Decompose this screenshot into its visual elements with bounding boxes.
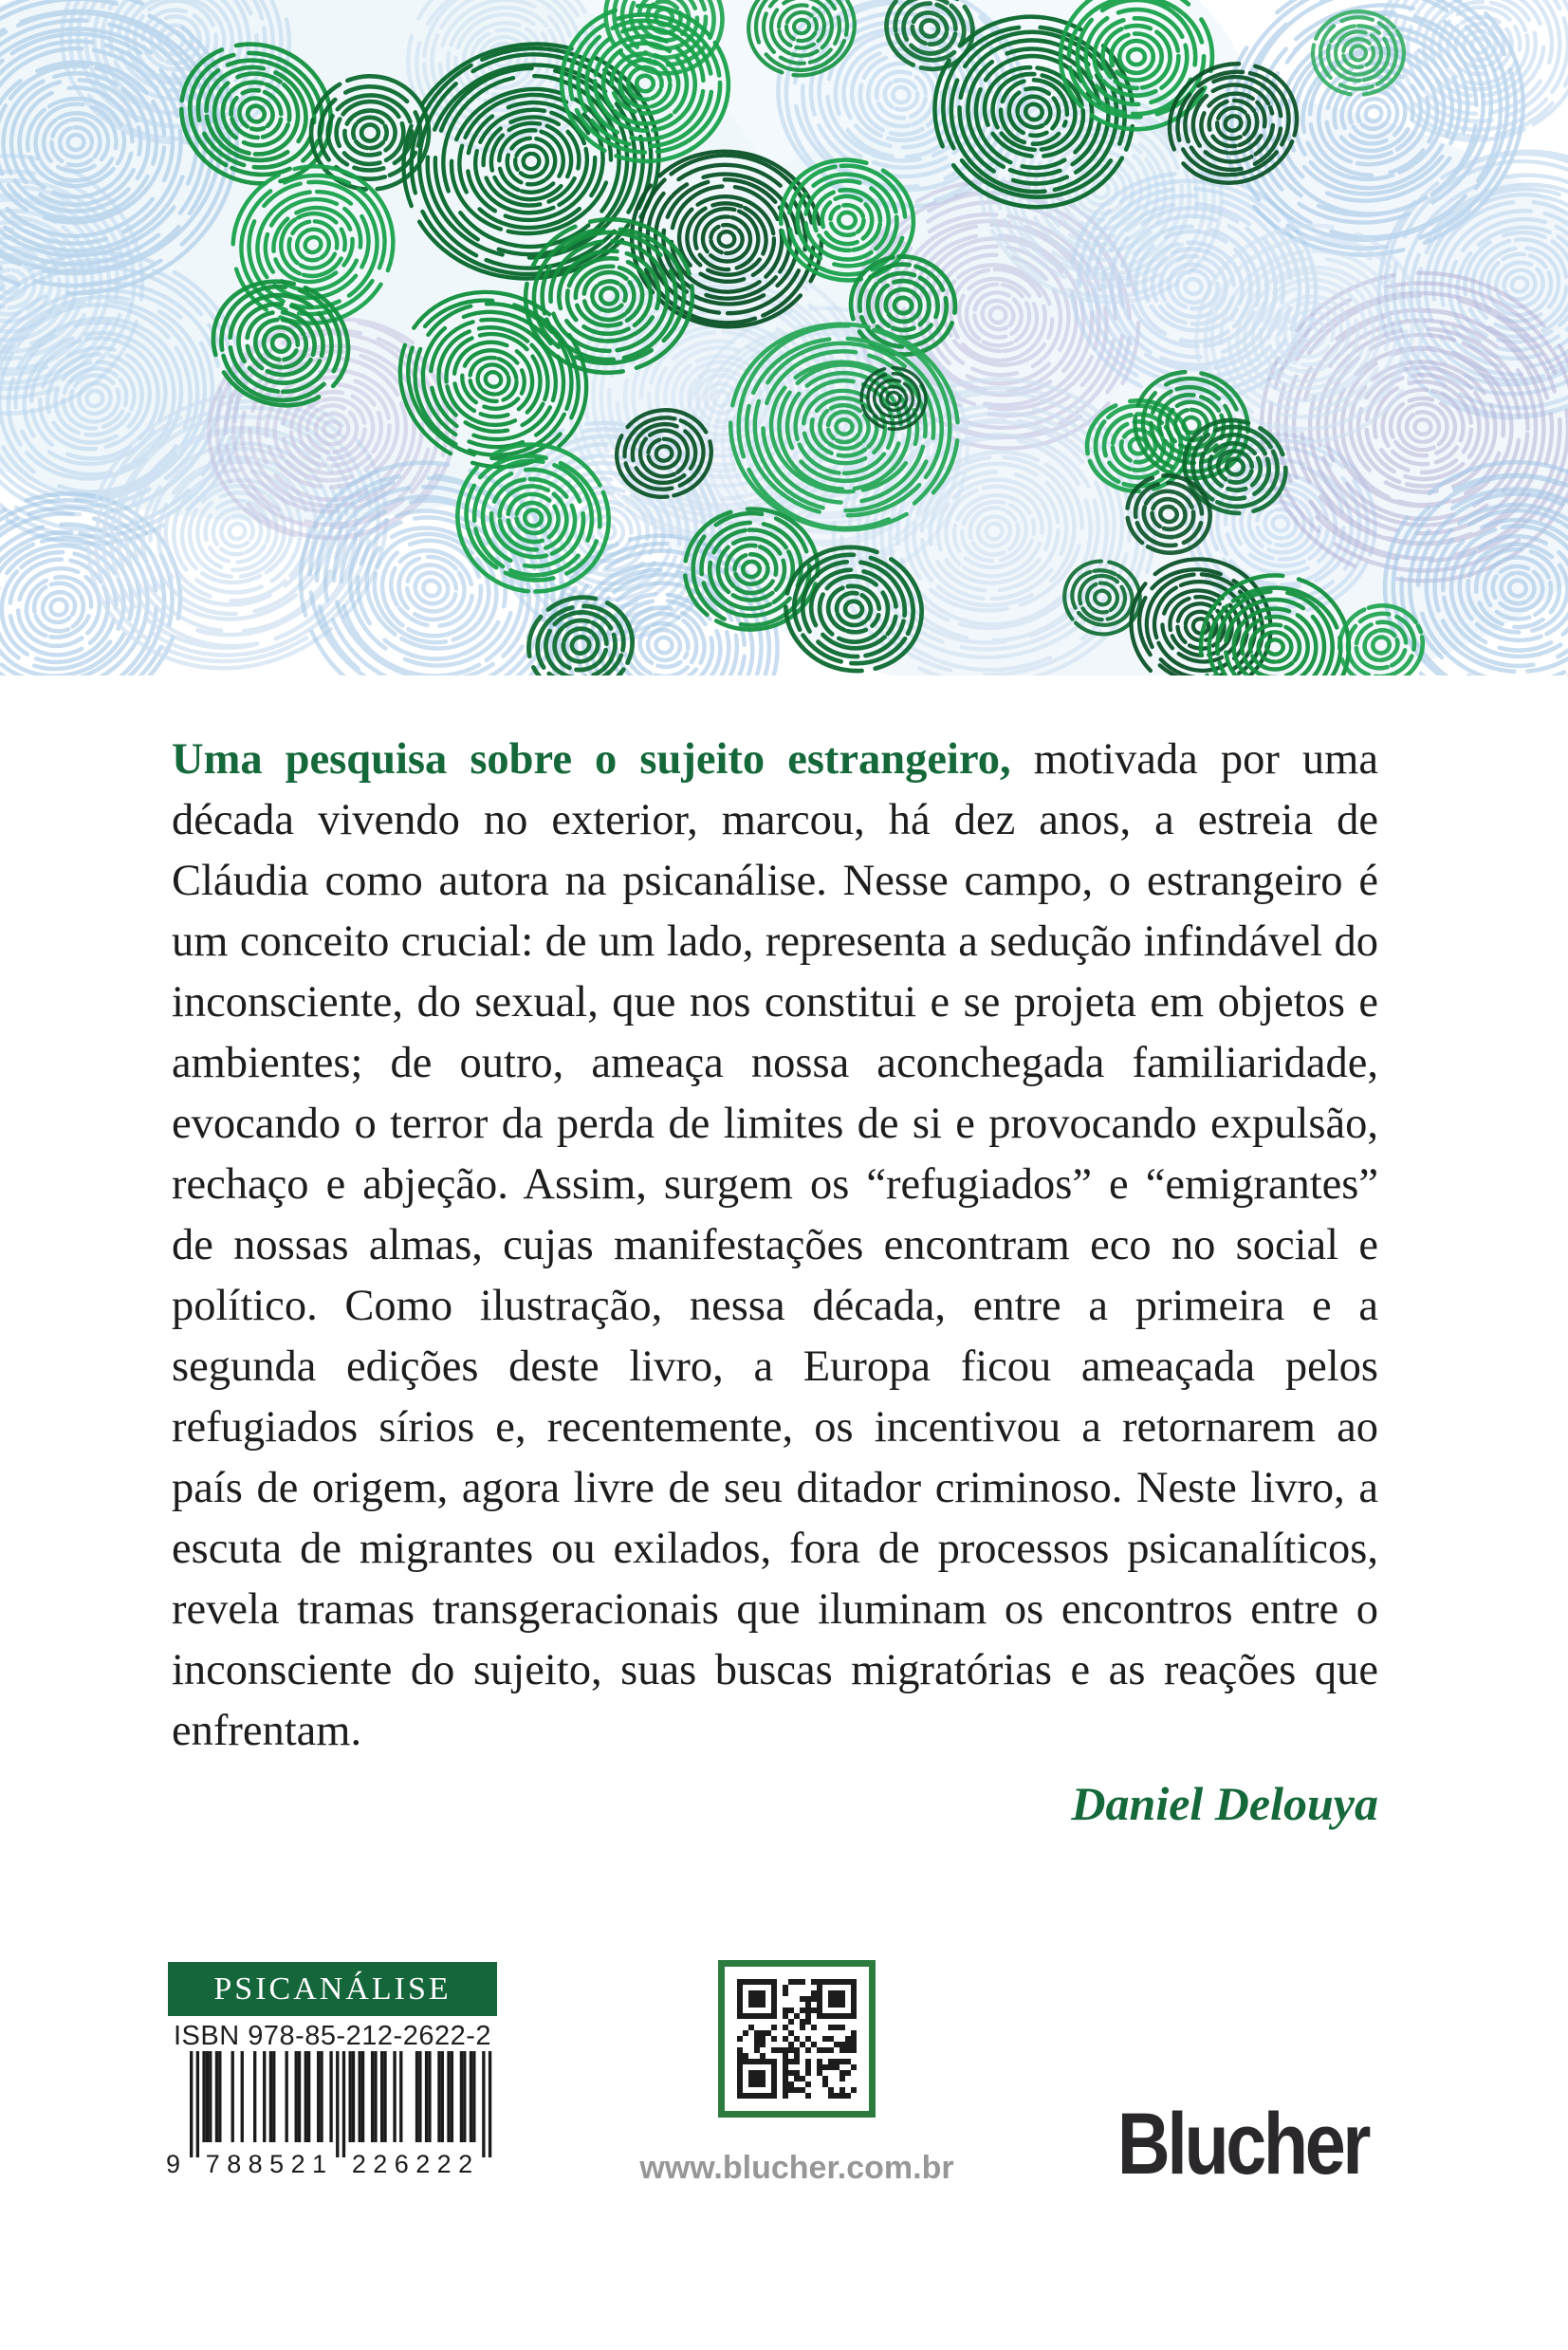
qr-code-pattern xyxy=(725,1967,869,2111)
fingerprint-world-map-artwork xyxy=(0,0,1568,675)
synopsis-lead-phrase: Uma pesquisa sobre o sujeito estrangeiro, xyxy=(172,735,1011,784)
synopsis-paragraph xyxy=(172,730,1378,1762)
svg-text:788521: 788521 xyxy=(205,2150,327,2176)
qr-code xyxy=(718,1960,876,2118)
ean13-barcode xyxy=(161,2051,522,2176)
author-name: Daniel Delouya xyxy=(1071,1777,1378,1830)
category-band xyxy=(168,1962,497,2016)
publisher-logo: Blucher xyxy=(1116,2096,1369,2193)
synopsis-body-text: motivada por uma década vivendo no exterior, marcou, há dez anos, a estreia de Cláudia como autora na psicanálise. Nesse campo, o estrangeiro é um conceito crucial: de um lado, representa a sedução infindável do inconsciente, do sexual, que nos constitui e se projeta em objetos e ambientes; de outro, ameaça nossa aconchegada familiaridade, evocando o terror da perda de limites de si e provocando expulsão, rechaço e abjeção. Assim, surgem os “refugiados” e “emigrantes” de nossas almas, cujas manifestações encontram eco no social e político. Como ilustração, nessa década, entre a primeira e a segunda edições deste livro, a Europa ficou ameaçada pelos refugiados sírios e, recentemente, os incentivou a retornarem ao país de origem, agora livre de seu ditador criminoso. Neste livro, a escuta de migrantes ou exilados, fora de processos psicanalíticos, revela tramas transgeracionais que iluminam os encontros entre o inconsciente do sujeito, suas buscas migratórias e as reações que enfrentam. xyxy=(172,735,1378,1755)
fingerprint-art-canvas xyxy=(0,0,1568,675)
svg-text:9: 9 xyxy=(165,2150,180,2176)
svg-text:226222: 226222 xyxy=(351,2150,473,2176)
isbn-label: ISBN 978-85-212-2622-2 xyxy=(173,2021,492,2051)
website-url: www.blucher.com.br xyxy=(639,2150,954,2186)
category-band-label: PSICANÁLISE xyxy=(213,1971,452,2007)
synopsis-block xyxy=(172,730,1378,1832)
